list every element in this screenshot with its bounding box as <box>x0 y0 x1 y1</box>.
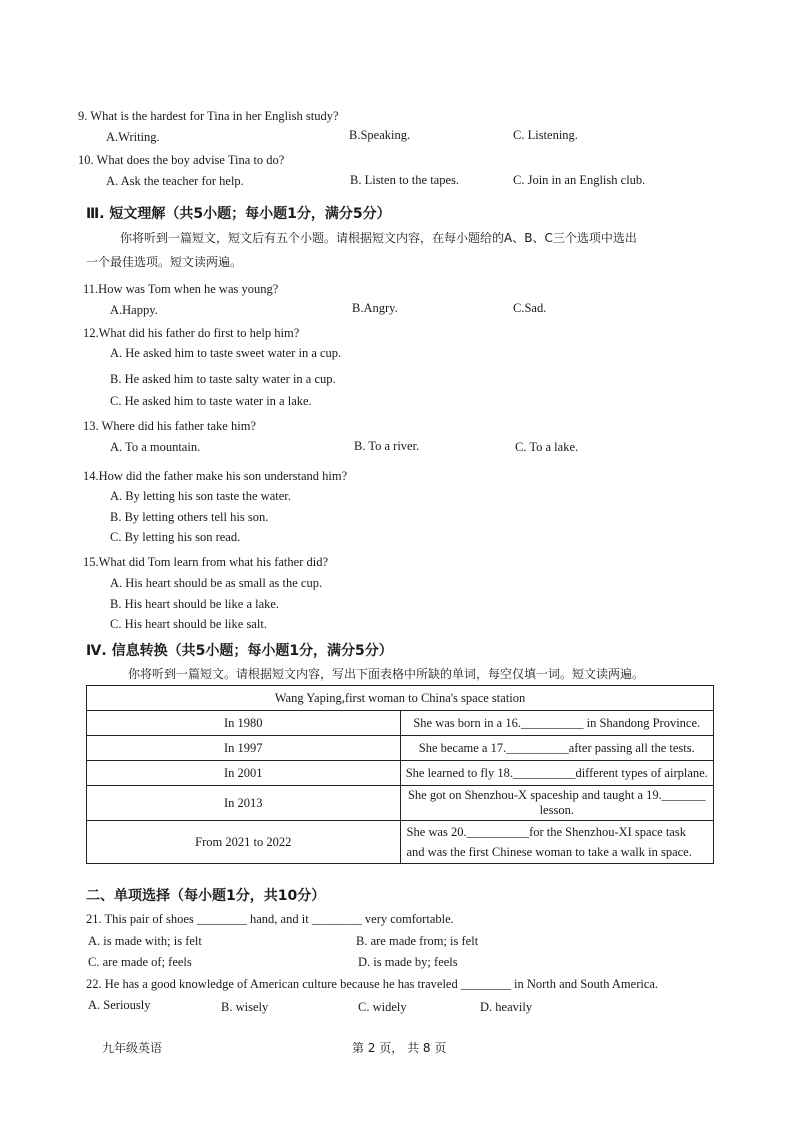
question-15: 15.What did Tom learn from what his father did? <box>83 555 329 569</box>
question-14: 14.How did the father make his son understand him? <box>83 469 348 483</box>
question-11: 11.How was Tom when he was young? <box>83 282 279 296</box>
option-9c: C. Listening. <box>513 128 578 142</box>
option-11a: A.Happy. <box>110 303 158 317</box>
option-22a: A. Seriously <box>88 998 151 1012</box>
table-cell-text: She was 20.__________for the Shenzhou-XI space task and was the first Chinese woman to take a walk in space. <box>400 821 714 864</box>
option-21d: D. is made by; feels <box>358 955 458 969</box>
option-13b: B. To a river. <box>354 439 420 453</box>
option-21b: B. are made from; is felt <box>356 934 479 948</box>
option-10c: C. Join in an English club. <box>513 173 646 187</box>
info-table <box>86 685 714 864</box>
option-10b: B. Listen to the tapes. <box>350 173 460 187</box>
option-22c: C. widely <box>358 1000 407 1014</box>
option-10a: A. Ask the teacher for help. <box>106 174 244 188</box>
table-header-row <box>87 686 714 711</box>
footer-subject: 九年级英语 <box>102 1041 163 1055</box>
option-9b: B.Speaking. <box>349 128 411 142</box>
option-15c: C. His heart should be like salt. <box>110 617 267 631</box>
table-cell-text: She got on Shenzhou-X spaceship and taught a 19._______ lesson. <box>400 786 714 821</box>
table-cell-text: She became a 17.__________after passing all the tests. <box>400 736 714 761</box>
option-21a: A. is made with; is felt <box>88 934 202 948</box>
option-14c: C. By letting his son read. <box>110 530 241 544</box>
table-row <box>87 761 714 786</box>
option-11b: B.Angry. <box>352 301 398 315</box>
option-21c: C. are made of; feels <box>88 955 192 969</box>
section-3-title: Ⅲ. 短文理解（共5小题；每小题1分，满分5分） <box>86 206 391 222</box>
question-21: 21. This pair of shoes ________ hand, and it ________ very comfortable. <box>86 912 454 926</box>
table-header: Wang Yaping,first woman to China's space station <box>87 686 714 711</box>
option-13c: C. To a lake. <box>515 440 579 454</box>
table-cell-time: In 1997 <box>87 736 401 761</box>
table-cell-time: In 2001 <box>87 761 401 786</box>
option-13a: A. To a mountain. <box>110 440 201 454</box>
section-3-instruction-line1: 你将听到一篇短文，短文后有五个小题。请根据短文内容，在每小题给的A、B、C三个选项中选出 <box>120 231 637 245</box>
question-9: 9. What is the hardest for Tina in her English study? <box>78 109 339 123</box>
table-row <box>87 821 714 864</box>
option-12a: A. He asked him to taste sweet water in a cup. <box>110 346 342 360</box>
section-4-title: Ⅳ. 信息转换（共5小题；每小题1分，满分5分） <box>86 643 393 659</box>
option-12b: B. He asked him to taste salty water in a cup. <box>110 372 336 386</box>
option-22b: B. wisely <box>221 1000 269 1014</box>
table-cell-time: From 2021 to 2022 <box>87 821 401 864</box>
question-22: 22. He has a good knowledge of American culture because he has traveled ________ in North and South America. <box>86 977 659 991</box>
footer-page-number: 第 2 页， 共 8 页 <box>352 1041 447 1055</box>
option-12c: C. He asked him to taste water in a lake. <box>110 394 312 408</box>
table-cell-text: She learned to fly 18.__________different types of airplane. <box>400 761 714 786</box>
question-12: 12.What did his father do first to help him? <box>83 326 300 340</box>
option-14a: A. By letting his son taste the water. <box>110 489 291 503</box>
section-4-instruction: 你将听到一篇短文。请根据短文内容，写出下面表格中所缺的单词，每空仅填一词。短文读两遍。 <box>128 667 645 681</box>
option-15a: A. His heart should be as small as the cup. <box>110 576 323 590</box>
option-11c: C.Sad. <box>513 301 547 315</box>
question-13: 13. Where did his father take him? <box>83 419 256 433</box>
table-cell-time: In 1980 <box>87 711 401 736</box>
table-cell-text: She was born in a 16.__________ in Shandong Province. <box>400 711 714 736</box>
table-row <box>87 711 714 736</box>
table-cell-time: In 2013 <box>87 786 401 821</box>
part-2-title: 二、单项选择（每小题1分，共10分） <box>86 888 326 904</box>
table-row <box>87 786 714 821</box>
question-10: 10. What does the boy advise Tina to do? <box>78 153 285 167</box>
option-15b: B. His heart should be like a lake. <box>110 597 280 611</box>
section-3-instruction-line2: 一个最佳选项。短文读两遍。 <box>86 255 243 269</box>
table-row <box>87 736 714 761</box>
option-22d: D. heavily <box>480 1000 533 1014</box>
option-9a: A.Writing. <box>106 130 160 144</box>
option-14b: B. By letting others tell his son. <box>110 510 269 524</box>
